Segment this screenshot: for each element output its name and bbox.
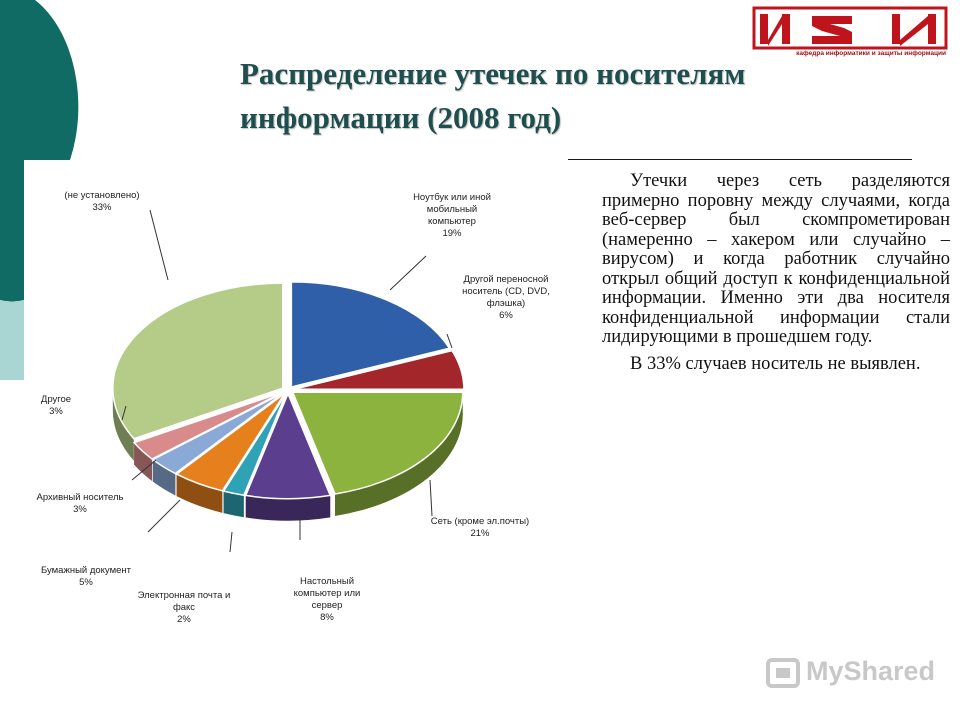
pie-slice-label: сервер <box>311 600 343 611</box>
pie-slice-percent: 21% <box>470 528 490 539</box>
pie-slice-label: факс <box>172 602 196 613</box>
body-paragraph-1: Утечки через сеть разделяются примерно поровну между случаями, когда веб-сервер был скомпрометирован (намеренно – хакером или случайно – вирусом) и когда работник случайно открыл общий доступ к конфиденциальной информации. Именно эти два носителя конфиденциальной информации стали лидирующими в прошедшем году. <box>602 171 950 347</box>
pie-slice-label: компьютер <box>428 216 476 227</box>
pie-leader-line <box>390 256 426 290</box>
logo-subtitle: кафедра информатики и защиты информации <box>796 50 946 57</box>
pie-slice-label: Сеть (кроме эл.почты) <box>430 516 530 527</box>
slide-body-text <box>602 172 950 381</box>
pie-slice-label: Другое <box>40 394 72 405</box>
slide-title <box>240 52 800 140</box>
pie-slice-percent: 2% <box>177 614 191 625</box>
watermark-text: MyShared <box>806 656 936 686</box>
pie-slice-percent: 8% <box>320 612 334 623</box>
pie-slice-label: Архивный носитель <box>36 492 124 503</box>
slide-title-line2: информации (2008 год) <box>240 100 562 135</box>
pie-slice-percent: 5% <box>79 577 93 588</box>
pie-slice-label: компьютер или <box>293 588 361 599</box>
pie-leader-line <box>430 480 432 516</box>
pie-slice-label: Ноутбук или иной <box>413 192 491 203</box>
pie-slice-label: флэшка) <box>486 298 526 309</box>
pie-slice-percent: 6% <box>499 310 513 321</box>
pie-leader-line <box>150 210 168 280</box>
pie-slice-label: (не установлено) <box>64 190 140 201</box>
pie-slice-percent: 33% <box>92 202 112 213</box>
pie-slice-percent: 3% <box>49 406 63 417</box>
pie-leader-line <box>230 532 232 552</box>
pie-slice-percent: 19% <box>442 228 462 239</box>
pie-slice-label: мобильный <box>426 204 478 215</box>
pie-slice-label: Другой переносной <box>463 274 549 285</box>
pie-slice-label: Электронная почта и <box>137 590 231 601</box>
pie-leader-line <box>148 500 180 532</box>
pie-slice-label: Настольный <box>299 576 355 587</box>
slide-title-line1: Распределение утечек по носителям <box>240 56 746 91</box>
pie-chart <box>0 180 570 650</box>
title-divider <box>568 159 912 160</box>
pie-slice-label: Бумажный документ <box>40 565 132 576</box>
pie-slice-percent: 3% <box>73 504 87 515</box>
body-paragraph-2: В 33% случаев носитель не выявлен. <box>630 353 921 374</box>
pie-slice-label: носитель (CD, DVD, <box>462 286 550 297</box>
